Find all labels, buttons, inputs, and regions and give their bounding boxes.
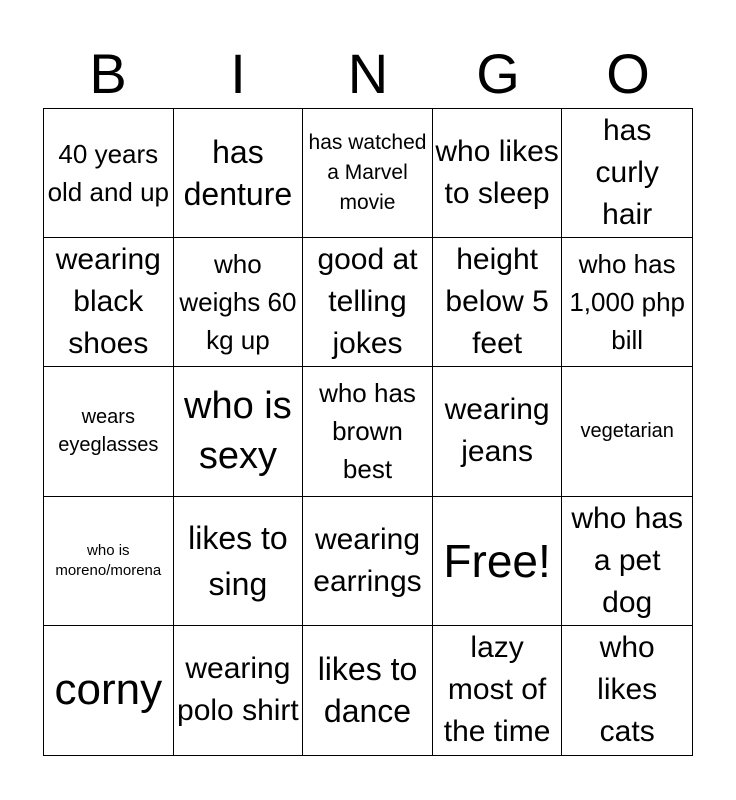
- bingo-card-grid: [43, 108, 693, 756]
- bingo-cell[interactable]: [433, 238, 563, 367]
- bingo-cell[interactable]: [562, 238, 692, 367]
- header-letter-n: N: [347, 42, 389, 105]
- cell-label: wearing earrings: [313, 522, 422, 598]
- free-space-label: Free!: [443, 534, 551, 587]
- cell-label: good at telling jokes: [317, 243, 418, 361]
- bingo-cell[interactable]: [44, 109, 174, 238]
- cell-label: wearing polo shirt: [177, 652, 299, 728]
- bingo-cell[interactable]: [44, 626, 174, 755]
- header-letter-i: I: [230, 42, 246, 105]
- cell-label: who has brown best: [319, 378, 416, 485]
- bingo-cell[interactable]: [174, 367, 304, 496]
- bingo-cell[interactable]: [433, 367, 563, 496]
- cell-label: wears eyeglasses: [58, 406, 159, 457]
- cell-label: who has 1,000 php bill: [569, 249, 686, 356]
- bingo-cell[interactable]: [174, 238, 304, 367]
- bingo-cell[interactable]: [303, 238, 433, 367]
- bingo-cell[interactable]: [562, 109, 692, 238]
- cell-label: corny: [54, 665, 163, 715]
- free-space-cell[interactable]: [433, 497, 563, 626]
- bingo-cell[interactable]: [562, 367, 692, 496]
- cell-label: has watched a Marvel movie: [308, 131, 427, 215]
- cell-label: wearing jeans: [444, 393, 550, 469]
- header-letter-g: G: [476, 42, 520, 105]
- cell-label: who has a pet dog: [571, 501, 684, 619]
- cell-label: who is moreno/morena: [55, 541, 162, 579]
- cell-label: 40 years old and up: [47, 139, 170, 208]
- cell-label: who likes cats: [597, 631, 658, 749]
- bingo-cell[interactable]: [174, 109, 304, 238]
- cell-label: likes to dance: [317, 651, 418, 730]
- bingo-header: [43, 40, 693, 108]
- bingo-cell[interactable]: [44, 367, 174, 496]
- cell-label: has denture: [183, 134, 293, 213]
- bingo-cell[interactable]: [303, 109, 433, 238]
- bingo-cell[interactable]: [174, 497, 304, 626]
- bingo-cell[interactable]: [303, 367, 433, 496]
- bingo-cell[interactable]: [303, 497, 433, 626]
- bingo-cell[interactable]: [44, 497, 174, 626]
- bingo-cell[interactable]: [303, 626, 433, 755]
- header-letter-b: B: [89, 42, 127, 105]
- bingo-cell[interactable]: [562, 497, 692, 626]
- header-letter-o: O: [606, 42, 650, 105]
- cell-label: has curly hair: [595, 114, 659, 232]
- bingo-cell[interactable]: [433, 109, 563, 238]
- cell-label: likes to sing: [188, 519, 288, 602]
- cell-label: wearing black shoes: [55, 243, 161, 361]
- bingo-cell[interactable]: [44, 238, 174, 367]
- bingo-cell[interactable]: [562, 626, 692, 755]
- cell-label: who weighs 60 kg up: [179, 249, 297, 356]
- cell-label: height below 5 feet: [445, 243, 549, 361]
- cell-label: vegetarian: [580, 420, 674, 443]
- cell-label: who likes to sleep: [435, 135, 559, 211]
- bingo-cell[interactable]: [174, 626, 304, 755]
- cell-label: who is sexy: [184, 385, 292, 478]
- cell-label: lazy most of the time: [443, 631, 551, 749]
- bingo-cell[interactable]: [433, 626, 563, 755]
